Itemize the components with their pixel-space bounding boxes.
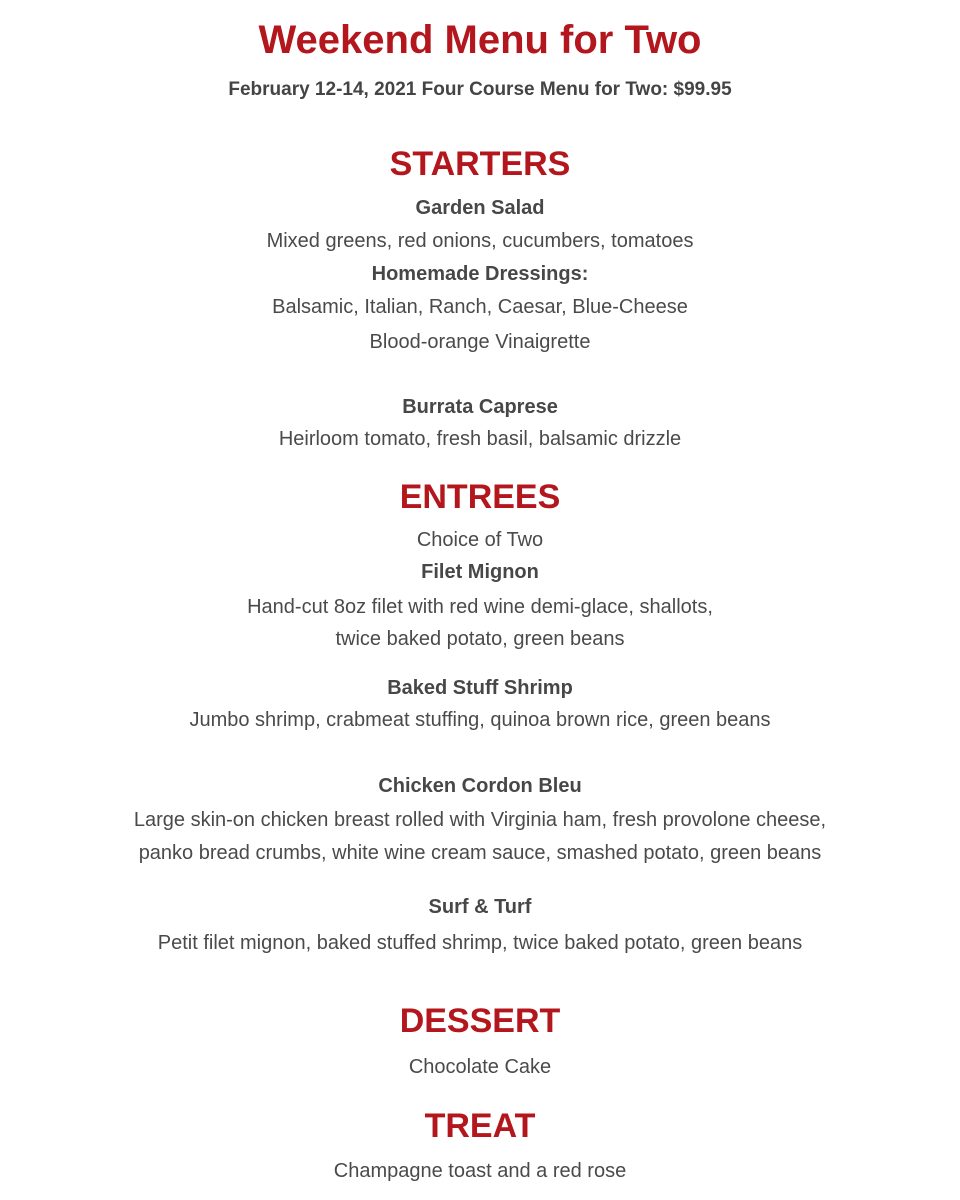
- entrees-choice-note: Choice of Two: [416, 529, 544, 551]
- burrata-caprese-name: Burrata Caprese: [402, 396, 558, 418]
- starters-heading: STARTERS: [389, 145, 571, 183]
- baked-stuff-shrimp-name: Baked Stuff Shrimp: [387, 677, 573, 699]
- baked-stuff-shrimp-description: Jumbo shrimp, crabmeat stuffing, quinoa brown rice, green beans: [189, 709, 771, 731]
- dessert-item: Chocolate Cake: [408, 1056, 552, 1078]
- menu-title: Weekend Menu for Two: [258, 18, 702, 62]
- menu-subtitle: February 12-14, 2021 Four Course Menu for Two: $99.95: [228, 79, 732, 100]
- surf-and-turf-description: Petit filet mignon, baked stuffed shrimp, twice baked potato, green beans: [157, 932, 803, 954]
- treat-heading: TREAT: [424, 1107, 536, 1145]
- filet-mignon-description-line-2: twice baked potato, green beans: [335, 628, 625, 650]
- garden-salad-description: Mixed greens, red onions, cucumbers, tomatoes: [266, 230, 694, 252]
- filet-mignon-name: Filet Mignon: [421, 561, 539, 583]
- entrees-heading: ENTREES: [399, 478, 561, 516]
- filet-mignon-description-line-1: Hand-cut 8oz filet with red wine demi-glace, shallots,: [247, 596, 713, 618]
- chicken-cordon-bleu-description-line-2: panko bread crumbs, white wine cream sauce, smashed potato, green beans: [138, 842, 822, 864]
- garden-salad-name: Garden Salad: [415, 197, 545, 219]
- surf-and-turf-name: Surf & Turf: [428, 896, 532, 918]
- dessert-heading: DESSERT: [399, 1002, 561, 1040]
- treat-item: Champagne toast and a red rose: [333, 1160, 627, 1182]
- chicken-cordon-bleu-description-line-1: Large skin-on chicken breast rolled with Virginia ham, fresh provolone cheese,: [133, 809, 827, 831]
- chicken-cordon-bleu-name: Chicken Cordon Bleu: [378, 775, 582, 797]
- dressings-list-line-2: Blood-orange Vinaigrette: [369, 331, 591, 353]
- dressings-heading: Homemade Dressings:: [371, 263, 589, 285]
- dressings-list-line-1: Balsamic, Italian, Ranch, Caesar, Blue-Cheese: [272, 296, 688, 318]
- burrata-caprese-description: Heirloom tomato, fresh basil, balsamic drizzle: [278, 428, 682, 450]
